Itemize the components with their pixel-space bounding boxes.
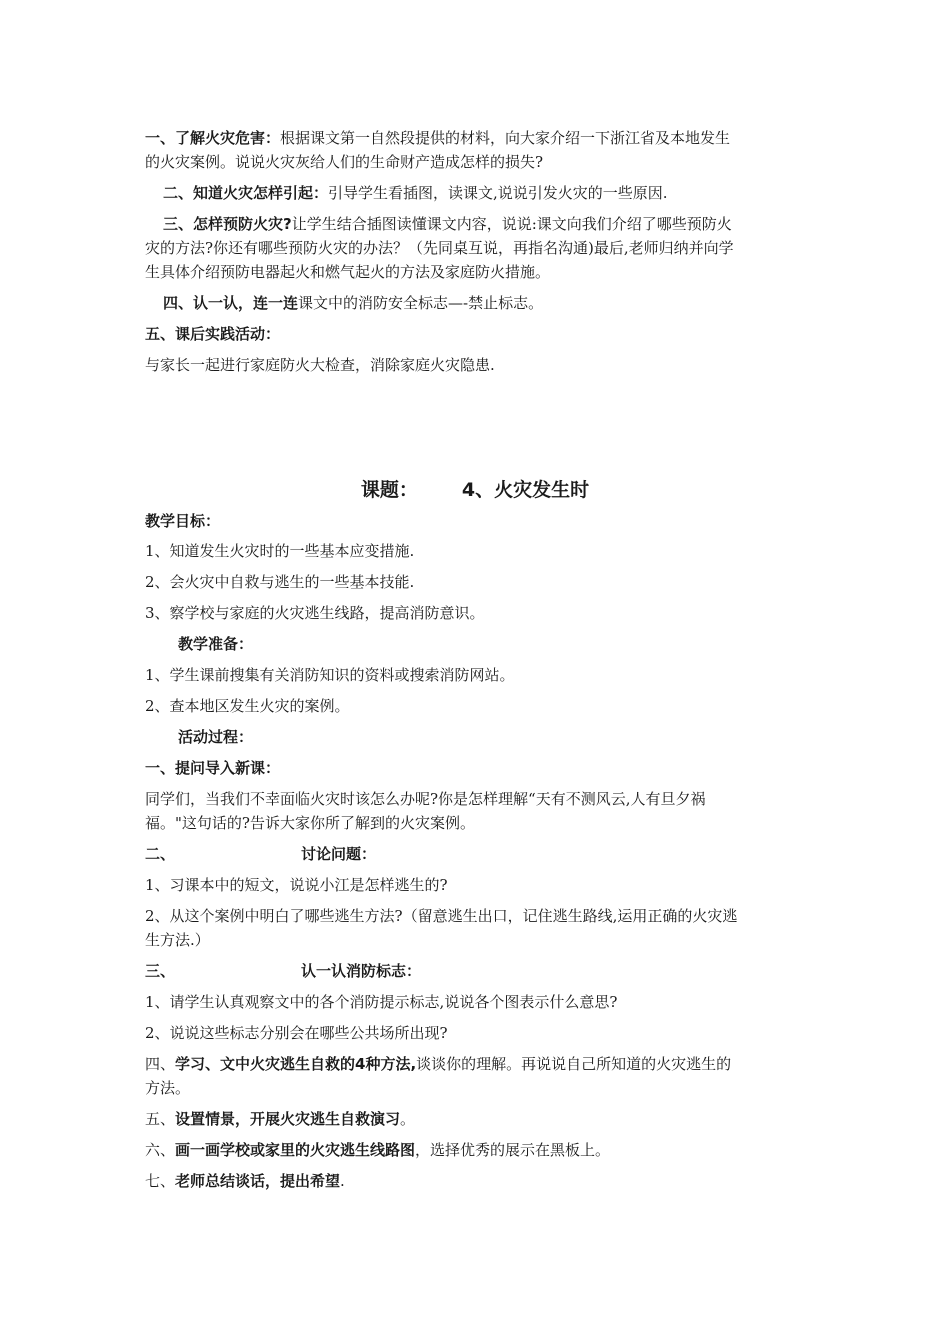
step3-heading: 认一认消防标志： <box>301 962 422 980</box>
step2-number: 二、 <box>145 845 176 863</box>
item5-heading: 五、课后实践活动： <box>145 325 281 343</box>
item3-text-cont-2: 生具体介绍预防电器起火和燃气起火的方法及家庭防火措施。 <box>145 263 551 281</box>
step4-number: 四、 <box>145 1055 176 1073</box>
lesson-title-name: 4、火灾发生时 <box>461 479 590 501</box>
step1-text-line-2 <box>145 811 810 835</box>
step7-number: 七、 <box>145 1172 176 1190</box>
step2-item-2 <box>145 904 810 928</box>
step6-line <box>145 1138 810 1162</box>
item5-text-line <box>145 353 810 377</box>
process-heading-line <box>178 725 843 749</box>
step1-heading: 一、提问导入新课： <box>145 759 281 777</box>
step1-heading-line <box>145 756 810 780</box>
prep-heading-line <box>178 632 843 656</box>
lesson-title <box>0 476 950 504</box>
step1-text: 同学们，当我们不幸面临火灾时该怎么办呢?你是怎样理解“天有不测风云,人有旦夕祸 <box>145 790 706 808</box>
step7-heading: 老师总结谈话，提出希望 <box>175 1172 341 1190</box>
item1-text: 根据课文第一自然段提供的材料，向大家介绍一下浙江省及本地发生 <box>280 129 731 147</box>
step3-number: 三、 <box>145 962 176 980</box>
step2-item-1: 1、习课本中的短文，说说小江是怎样逃生的? <box>145 876 448 894</box>
step3-item-1: 1、请学生认真观察文中的各个消防提示标志,说说各个图表示什么意思? <box>145 993 618 1011</box>
item4-heading: 四、认一认，连一连 <box>163 294 299 312</box>
item5-line <box>145 322 810 346</box>
step5-number: 五、 <box>145 1110 176 1128</box>
step7-line <box>145 1169 810 1193</box>
step2-item-2-line-2 <box>145 928 810 952</box>
item3-heading: 三、怎样预防火灾? <box>163 215 292 233</box>
item3-line-3 <box>145 260 810 284</box>
step7-tail: . <box>340 1172 345 1190</box>
item4-text: 课文中的消防安全标志—-禁止标志。 <box>298 294 544 312</box>
step4-line <box>145 1052 810 1076</box>
lesson-title-prefix: 课题： <box>360 479 418 501</box>
step2-heading: 讨论问题： <box>301 845 377 863</box>
item1-heading: 一、了解火灾危害： <box>145 129 281 147</box>
item2-line <box>163 181 828 205</box>
item1-line-2 <box>145 150 810 174</box>
item5-text: 与家长一起进行家庭防火大检查，消除家庭火灾隐患. <box>145 356 495 374</box>
prep-item-1: 1、学生课前搜集有关消防知识的资料或搜索消防网站。 <box>145 666 515 684</box>
step2-heading-line <box>145 842 810 866</box>
item4-line <box>163 291 828 315</box>
process-heading: 活动过程： <box>178 728 254 746</box>
step4-line-2 <box>145 1076 810 1100</box>
step6-text: ，选择优秀的展示在黑板上。 <box>415 1141 611 1159</box>
step1-text-cont: 福。"这句话的?告诉大家你所了解到的火灾案例。 <box>145 814 475 832</box>
step5-tail: 。 <box>400 1110 416 1128</box>
step4-text: 谈谈你的理解。再说说自己所知道的火灾逃生的 <box>416 1055 732 1073</box>
item3-text-cont: 灾的方法?你还有哪些预防火灾的办法？（先同桌互说，再指名沟通)最后,老师归纳并向学 <box>145 239 734 257</box>
item3-line <box>163 212 828 236</box>
step5-line <box>145 1107 810 1131</box>
step2-item-2-text-cont: 生方法.） <box>145 931 210 949</box>
goal-item-1: 1、知道发生火灾时的一些基本应变措施. <box>145 542 415 560</box>
goals-heading-line <box>145 509 810 533</box>
step5-heading: 设置情景，开展火灾逃生自救演习 <box>175 1110 401 1128</box>
goal-item-2: 2、会火灾中自救与逃生的一些基本技能. <box>145 573 415 591</box>
step3-heading-line <box>145 959 810 983</box>
item2-text: 引导学生看插图，读课文,说说引发火灾的一些原因. <box>328 184 668 202</box>
goal-item-3: 3、察学校与家庭的火灾逃生线路，提高消防意识。 <box>145 604 485 622</box>
item2-heading: 二、知道火灾怎样引起： <box>163 184 329 202</box>
step2-item-2-text: 2、从这个案例中明白了哪些逃生方法?（留意逃生出口，记住逃生路线,运用正确的火灾逃 <box>145 907 738 925</box>
step1-text-line <box>145 787 810 811</box>
step6-heading: 画一画学校或家里的火灾逃生线路图 <box>175 1141 416 1159</box>
item3-line-2 <box>145 236 810 260</box>
item3-text: 让学生结合插图读懂课文内容，说说:课文向我们介绍了哪些预防火 <box>291 215 732 233</box>
prep-heading: 教学准备： <box>178 635 254 653</box>
step6-number: 六、 <box>145 1141 176 1159</box>
item1-line <box>145 126 810 150</box>
step4-text-cont: 方法。 <box>145 1079 191 1097</box>
item1-text-cont: 的火灾案例。说说火灾灰给人们的生命财产造成怎样的损失? <box>145 153 544 171</box>
goals-heading: 教学目标： <box>145 512 221 530</box>
step3-item-2: 2、说说这些标志分别会在哪些公共场所出现? <box>145 1024 448 1042</box>
prep-item-2: 2、查本地区发生火灾的案例。 <box>145 697 350 715</box>
step4-heading: 学习、文中火灾逃生自救的4种方法, <box>175 1055 417 1073</box>
